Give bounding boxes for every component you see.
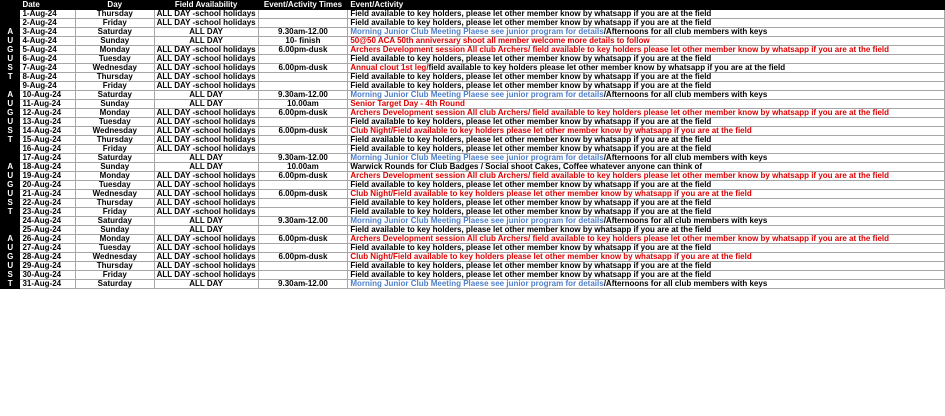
header-event-times[interactable]: Event/Activity Times (258, 1, 348, 10)
field-availability-cell[interactable]: ALL DAY -school holidays (154, 199, 258, 208)
field-availability-cell[interactable]: ALL DAY -school holidays (154, 19, 258, 28)
date-cell[interactable]: 9-Aug-24 (20, 82, 75, 91)
event-activity-cell[interactable] (348, 262, 945, 271)
table-row (1, 100, 945, 109)
month-letter-cell (1, 145, 20, 154)
date-cell[interactable]: 20-Aug-24 (20, 181, 75, 190)
month-letter-cell (1, 10, 20, 19)
date-cell[interactable]: 3-Aug-24 (20, 28, 75, 37)
event-activity-cell[interactable] (348, 118, 945, 127)
day-cell[interactable]: Tuesday (75, 244, 154, 253)
table-row (1, 163, 945, 172)
table-row (1, 280, 945, 289)
month-letter-cell: G (1, 181, 20, 190)
table-row (1, 37, 945, 46)
field-availability-cell[interactable]: ALL DAY -school holidays (154, 244, 258, 253)
event-activity-cell[interactable] (348, 244, 945, 253)
month-letter-cell (1, 217, 20, 226)
month-letter-cell: S (1, 271, 20, 280)
table-row (1, 55, 945, 64)
header-field-availability[interactable]: Field Availability (154, 1, 258, 10)
month-letter-cell: A (1, 91, 20, 100)
month-letter-cell: U (1, 244, 20, 253)
table-row (1, 73, 945, 82)
date-cell[interactable]: 23-Aug-24 (20, 208, 75, 217)
month-letter-cell: T (1, 280, 20, 289)
event-text-segment: 50@50 ACA 50th anniversary shoot all member welcome more details to follow (350, 36, 650, 45)
event-activity-cell[interactable] (348, 217, 945, 226)
event-time-cell[interactable] (258, 181, 348, 190)
event-activity-cell[interactable] (348, 235, 945, 244)
table-row (1, 118, 945, 127)
event-text-segment: Field available to key holders, please let other member know by whatsapp if you are at the field (350, 18, 712, 27)
table-row (1, 19, 945, 28)
event-activity-cell[interactable] (348, 136, 945, 145)
event-activity-cell[interactable] (348, 91, 945, 100)
day-cell[interactable]: Thursday (75, 136, 154, 145)
month-letter-cell: S (1, 199, 20, 208)
event-activity-cell[interactable] (348, 37, 945, 46)
field-availability-cell[interactable]: ALL DAY (154, 163, 258, 172)
event-time-cell[interactable]: 6.00pm-dusk (258, 253, 348, 262)
field-availability-cell[interactable]: ALL DAY -school holidays (154, 235, 258, 244)
event-text-segment: Archers Development session All club Archers/ field available to key holders please let other member know by whatsapp if you are at the field (350, 171, 889, 180)
day-cell[interactable]: Wednesday (75, 253, 154, 262)
day-cell[interactable]: Wednesday (75, 127, 154, 136)
event-time-cell[interactable] (258, 199, 348, 208)
table-row (1, 262, 945, 271)
field-availability-cell[interactable]: ALL DAY -school holidays (154, 10, 258, 19)
month-letter-cell: A (1, 235, 20, 244)
event-text-segment: /Afternoons for all club members with keys (603, 27, 768, 36)
event-time-cell[interactable]: 6.00pm-dusk (258, 109, 348, 118)
event-text-segment: field available to key holders please let other member know by whatsapp if you are at the field (428, 63, 786, 72)
month-letter-cell: U (1, 190, 20, 199)
day-cell[interactable]: Monday (75, 235, 154, 244)
date-cell[interactable]: 10-Aug-24 (20, 91, 75, 100)
event-text-segment: Field available to key holders, please let other member know by whatsapp if you are at the field (350, 261, 712, 270)
table-row (1, 46, 945, 55)
event-time-cell[interactable]: 9.30am-12.00 (258, 154, 348, 163)
event-activity-cell[interactable] (348, 181, 945, 190)
table-row (1, 109, 945, 118)
event-activity-cell[interactable] (348, 10, 945, 19)
date-cell[interactable]: 17-Aug-24 (20, 154, 75, 163)
day-cell[interactable]: Thursday (75, 262, 154, 271)
event-time-cell[interactable]: 6.00pm-dusk (258, 190, 348, 199)
event-time-cell[interactable] (258, 10, 348, 19)
event-text-segment: /Afternoons for all club members with keys (603, 279, 768, 288)
event-text-segment: Morning Junior Club Meeting Plaese see junior program for details (350, 90, 604, 99)
day-cell[interactable]: Sunday (75, 37, 154, 46)
month-letter-cell: S (1, 127, 20, 136)
table-row (1, 253, 945, 262)
event-time-cell[interactable]: 6.00pm-dusk (258, 64, 348, 73)
event-activity-cell[interactable] (348, 253, 945, 262)
event-time-cell[interactable] (258, 19, 348, 28)
event-text-segment: Field available to key holders, please let other member know by whatsapp if you are at the field (350, 72, 712, 81)
event-time-cell[interactable]: 9.30am-12.00 (258, 28, 348, 37)
event-text-segment: Field available to key holders, please let other member know by whatsapp if you are at the field (350, 270, 712, 279)
date-cell[interactable]: 27-Aug-24 (20, 244, 75, 253)
field-availability-cell[interactable]: ALL DAY (154, 91, 258, 100)
field-availability-cell[interactable]: ALL DAY -school holidays (154, 190, 258, 199)
event-text-segment: Field available to key holders, please let other member know by whatsapp if you are at the field (350, 54, 712, 63)
field-availability-cell[interactable]: ALL DAY -school holidays (154, 208, 258, 217)
event-text-segment: Field available to key holders, please let other member know by whatsapp if you are at the field (350, 81, 712, 90)
event-time-cell[interactable] (258, 55, 348, 64)
table-row (1, 145, 945, 154)
event-activity-cell[interactable] (348, 280, 945, 289)
event-text-segment: Archers Development session All club Archers/ field available to key holders please let other member know by whatsapp if you are at the field (350, 234, 889, 243)
header-date[interactable]: Date (20, 1, 75, 10)
day-cell[interactable]: Friday (75, 82, 154, 91)
field-availability-cell[interactable]: ALL DAY -school holidays (154, 253, 258, 262)
table-row (1, 10, 945, 19)
event-time-cell[interactable]: 10.00am (258, 163, 348, 172)
event-time-cell[interactable]: 6.00pm-dusk (258, 172, 348, 181)
event-activity-cell[interactable] (348, 226, 945, 235)
month-letter-cell (1, 226, 20, 235)
day-cell[interactable]: Tuesday (75, 181, 154, 190)
day-cell[interactable]: Sunday (75, 226, 154, 235)
table-row (1, 244, 945, 253)
event-time-cell[interactable] (258, 262, 348, 271)
table-row (1, 64, 945, 73)
event-text-segment: Field available to key holders, please let other member know by whatsapp if you are at the field (350, 198, 712, 207)
event-time-cell[interactable]: 9.30am-12.00 (258, 91, 348, 100)
header-day[interactable]: Day (75, 1, 154, 10)
day-cell[interactable]: Sunday (75, 100, 154, 109)
event-activity-cell[interactable] (348, 127, 945, 136)
table-row (1, 181, 945, 190)
event-text-segment: Field available to key holders, please let other member know by whatsapp if you are at the field (350, 180, 712, 189)
day-cell[interactable]: Friday (75, 208, 154, 217)
header-row (1, 1, 945, 10)
event-activity-cell[interactable] (348, 19, 945, 28)
event-text-segment: Club Night/Field available to key holders please let other member know by whatsapp if you are at the field (350, 252, 752, 261)
table-row (1, 136, 945, 145)
event-text-segment: Field available to key holders, please let other member know by whatsapp if you are at the field (350, 207, 712, 216)
field-availability-cell[interactable]: ALL DAY (154, 217, 258, 226)
event-time-cell[interactable]: 6.00pm-dusk (258, 235, 348, 244)
event-text-segment: /Afternoons for all club members with keys (603, 216, 768, 225)
event-text-segment: Morning Junior Club Meeting Plaese see junior program for details (350, 279, 604, 288)
month-letter-cell: U (1, 262, 20, 271)
event-time-cell[interactable]: 9.30am-12.00 (258, 280, 348, 289)
event-time-cell[interactable] (258, 244, 348, 253)
date-cell[interactable]: 31-Aug-24 (20, 280, 75, 289)
table-row (1, 271, 945, 280)
field-availability-cell[interactable]: ALL DAY -school holidays (154, 145, 258, 154)
field-availability-cell[interactable]: ALL DAY -school holidays (154, 73, 258, 82)
month-letter-cell: G (1, 253, 20, 262)
date-cell[interactable]: 7-Aug-24 (20, 64, 75, 73)
month-letter-cell: U (1, 37, 20, 46)
day-cell[interactable]: Saturday (75, 154, 154, 163)
event-activity-cell[interactable] (348, 199, 945, 208)
table-row (1, 208, 945, 217)
event-text-segment: Warwick Rounds for Club Badges / Social shoot Cakes, Coffee whatever anyone can think of (350, 162, 703, 171)
event-text-segment: Morning Junior Club Meeting Plaese see junior program for details (350, 153, 604, 162)
table-row (1, 226, 945, 235)
event-activity-cell[interactable] (348, 190, 945, 199)
field-availability-cell[interactable]: ALL DAY (154, 226, 258, 235)
month-letter-cell: T (1, 136, 20, 145)
date-cell[interactable]: 29-Aug-24 (20, 262, 75, 271)
event-text-segment: Club Night/Field available to key holders please let other member know by whatsapp if you are at the field (350, 189, 752, 198)
date-cell[interactable]: 1-Aug-24 (20, 10, 75, 19)
month-letter-cell: U (1, 172, 20, 181)
field-availability-cell[interactable]: ALL DAY -school holidays (154, 82, 258, 91)
event-text-segment: Field available to key holders, please let other member know by whatsapp if you are at the field (350, 144, 712, 153)
field-availability-cell[interactable]: ALL DAY -school holidays (154, 262, 258, 271)
event-time-cell[interactable] (258, 226, 348, 235)
event-time-cell[interactable] (258, 82, 348, 91)
month-letter-cell (1, 154, 20, 163)
date-cell[interactable]: 30-Aug-24 (20, 271, 75, 280)
event-activity-cell[interactable] (348, 145, 945, 154)
field-availability-cell[interactable]: ALL DAY (154, 100, 258, 109)
table-row (1, 172, 945, 181)
day-cell[interactable]: Monday (75, 46, 154, 55)
month-letter-cell: A (1, 163, 20, 172)
day-cell[interactable]: Saturday (75, 91, 154, 100)
event-text-segment: Field available to key holders, please let other member know by whatsapp if you are at the field (350, 243, 712, 252)
month-letter-cell: S (1, 64, 20, 73)
event-text-segment: /Afternoons for all club members with keys (603, 90, 768, 99)
event-text-segment: Archers Development session All club Archers/ field available to key holders please let other member know by whatsapp if you are at the field (350, 108, 889, 117)
event-activity-cell[interactable] (348, 73, 945, 82)
day-cell[interactable]: Saturday (75, 280, 154, 289)
event-activity-cell[interactable] (348, 82, 945, 91)
table-row (1, 28, 945, 37)
day-cell[interactable]: Friday (75, 271, 154, 280)
field-availability-cell[interactable]: ALL DAY -school holidays (154, 181, 258, 190)
event-time-cell[interactable]: 10.00am (258, 100, 348, 109)
field-availability-cell[interactable]: ALL DAY -school holidays (154, 118, 258, 127)
table-row (1, 235, 945, 244)
table-row (1, 127, 945, 136)
event-time-cell[interactable]: 9.30am-12.00 (258, 217, 348, 226)
date-cell[interactable]: 4-Aug-24 (20, 37, 75, 46)
field-availability-cell[interactable]: ALL DAY -school holidays (154, 172, 258, 181)
event-text-segment: /Afternoons for all club members with keys (603, 153, 768, 162)
event-activity-cell[interactable] (348, 163, 945, 172)
day-cell[interactable]: Tuesday (75, 55, 154, 64)
field-availability-cell[interactable]: ALL DAY -school holidays (154, 64, 258, 73)
event-text-segment: Field available to key holders, please let other member know by whatsapp if you are at the field (350, 9, 712, 18)
event-text-segment: Club Night/Field available to key holders please let other member know by whatsapp if you are at the field (350, 126, 752, 135)
field-availability-cell[interactable]: ALL DAY -school holidays (154, 109, 258, 118)
schedule-rows (1, 10, 945, 289)
field-availability-cell[interactable]: ALL DAY (154, 28, 258, 37)
date-cell[interactable]: 15-Aug-24 (20, 136, 75, 145)
month-letter-cell: U (1, 118, 20, 127)
event-time-cell[interactable]: 10- finish (258, 37, 348, 46)
month-letter-cell: T (1, 208, 20, 217)
event-activity-cell[interactable] (348, 154, 945, 163)
header-month-cell (1, 1, 20, 10)
event-text-segment: Senior Target Day - 4th Round (350, 99, 465, 108)
month-letter-cell: T (1, 73, 20, 82)
date-cell[interactable]: 12-Aug-24 (20, 109, 75, 118)
event-time-cell[interactable] (258, 208, 348, 217)
day-cell[interactable]: Tuesday (75, 118, 154, 127)
table-row (1, 199, 945, 208)
month-letter-cell: U (1, 100, 20, 109)
event-activity-cell[interactable] (348, 208, 945, 217)
event-activity-cell[interactable] (348, 64, 945, 73)
event-activity-cell[interactable] (348, 46, 945, 55)
day-cell[interactable]: Sunday (75, 163, 154, 172)
table-row (1, 217, 945, 226)
date-cell[interactable]: 14-Aug-24 (20, 127, 75, 136)
event-activity-cell[interactable] (348, 172, 945, 181)
date-cell[interactable]: 18-Aug-24 (20, 163, 75, 172)
table-row (1, 154, 945, 163)
event-time-cell[interactable] (258, 118, 348, 127)
day-cell[interactable]: Thursday (75, 73, 154, 82)
month-letter-cell: U (1, 55, 20, 64)
day-cell[interactable]: Friday (75, 19, 154, 28)
month-letter-cell: G (1, 46, 20, 55)
event-text-segment: Field available to key holders, please let other member know by whatsapp if you are at the field (350, 135, 712, 144)
field-availability-cell[interactable]: ALL DAY (154, 154, 258, 163)
table-row (1, 82, 945, 91)
event-activity-cell[interactable] (348, 55, 945, 64)
day-cell[interactable]: Thursday (75, 10, 154, 19)
event-time-cell[interactable] (258, 145, 348, 154)
date-cell[interactable]: 26-Aug-24 (20, 235, 75, 244)
date-cell[interactable]: 11-Aug-24 (20, 100, 75, 109)
field-availability-cell[interactable]: ALL DAY (154, 280, 258, 289)
date-cell[interactable]: 25-Aug-24 (20, 226, 75, 235)
event-activity-cell[interactable] (348, 109, 945, 118)
date-cell[interactable]: 19-Aug-24 (20, 172, 75, 181)
month-letter-cell (1, 19, 20, 28)
table-row (1, 190, 945, 199)
event-time-cell[interactable] (258, 271, 348, 280)
date-cell[interactable]: 22-Aug-24 (20, 199, 75, 208)
field-availability-cell[interactable]: ALL DAY -school holidays (154, 46, 258, 55)
event-text-segment: Field available to key holders, please let other member know by whatsapp if you are at the field (350, 117, 712, 126)
event-text-segment: Field available to key holders, please let other member know by whatsapp if you are at the field (350, 225, 712, 234)
day-cell[interactable]: Wednesday (75, 64, 154, 73)
date-cell[interactable]: 28-Aug-24 (20, 253, 75, 262)
day-cell[interactable]: Thursday (75, 199, 154, 208)
table-row (1, 91, 945, 100)
date-cell[interactable]: 13-Aug-24 (20, 118, 75, 127)
event-text-segment: Morning Junior Club Meeting Plaese see junior program for details (350, 216, 604, 225)
date-cell[interactable]: 2-Aug-24 (20, 19, 75, 28)
field-availability-cell[interactable]: ALL DAY -school holidays (154, 136, 258, 145)
day-cell[interactable]: Saturday (75, 28, 154, 37)
event-activity-cell[interactable] (348, 271, 945, 280)
event-text-segment: Archers Development session All club Archers/ field available to key holders please let other member know by whatsapp if you are at the field (350, 45, 889, 54)
month-letter-cell (1, 82, 20, 91)
day-cell[interactable]: Wednesday (75, 190, 154, 199)
field-availability-cell[interactable]: ALL DAY -school holidays (154, 127, 258, 136)
day-cell[interactable]: Monday (75, 109, 154, 118)
date-cell[interactable]: 16-Aug-24 (20, 145, 75, 154)
field-availability-cell[interactable]: ALL DAY -school holidays (154, 271, 258, 280)
event-time-cell[interactable] (258, 73, 348, 82)
date-cell[interactable]: 6-Aug-24 (20, 55, 75, 64)
event-text-segment: Annual clout 1st leg/ (350, 63, 429, 72)
event-activity-cell[interactable] (348, 100, 945, 109)
event-time-cell[interactable]: 6.00pm-dusk (258, 46, 348, 55)
day-cell[interactable]: Friday (75, 145, 154, 154)
event-text-segment: Morning Junior Club Meeting Plaese see junior program for details (350, 27, 604, 36)
date-cell[interactable]: 5-Aug-24 (20, 46, 75, 55)
header-event-activity[interactable]: Event/Activity (348, 1, 945, 10)
date-cell[interactable]: 8-Aug-24 (20, 73, 75, 82)
event-activity-cell[interactable] (348, 28, 945, 37)
field-availability-cell[interactable]: ALL DAY (154, 37, 258, 46)
event-time-cell[interactable]: 6.00pm-dusk (258, 127, 348, 136)
field-availability-cell[interactable]: ALL DAY -school holidays (154, 55, 258, 64)
month-letter-cell: G (1, 109, 20, 118)
day-cell[interactable]: Monday (75, 172, 154, 181)
date-cell[interactable]: 24-Aug-24 (20, 217, 75, 226)
date-cell[interactable]: 21-Aug-24 (20, 190, 75, 199)
day-cell[interactable]: Saturday (75, 217, 154, 226)
event-time-cell[interactable] (258, 136, 348, 145)
month-letter-cell: A (1, 28, 20, 37)
